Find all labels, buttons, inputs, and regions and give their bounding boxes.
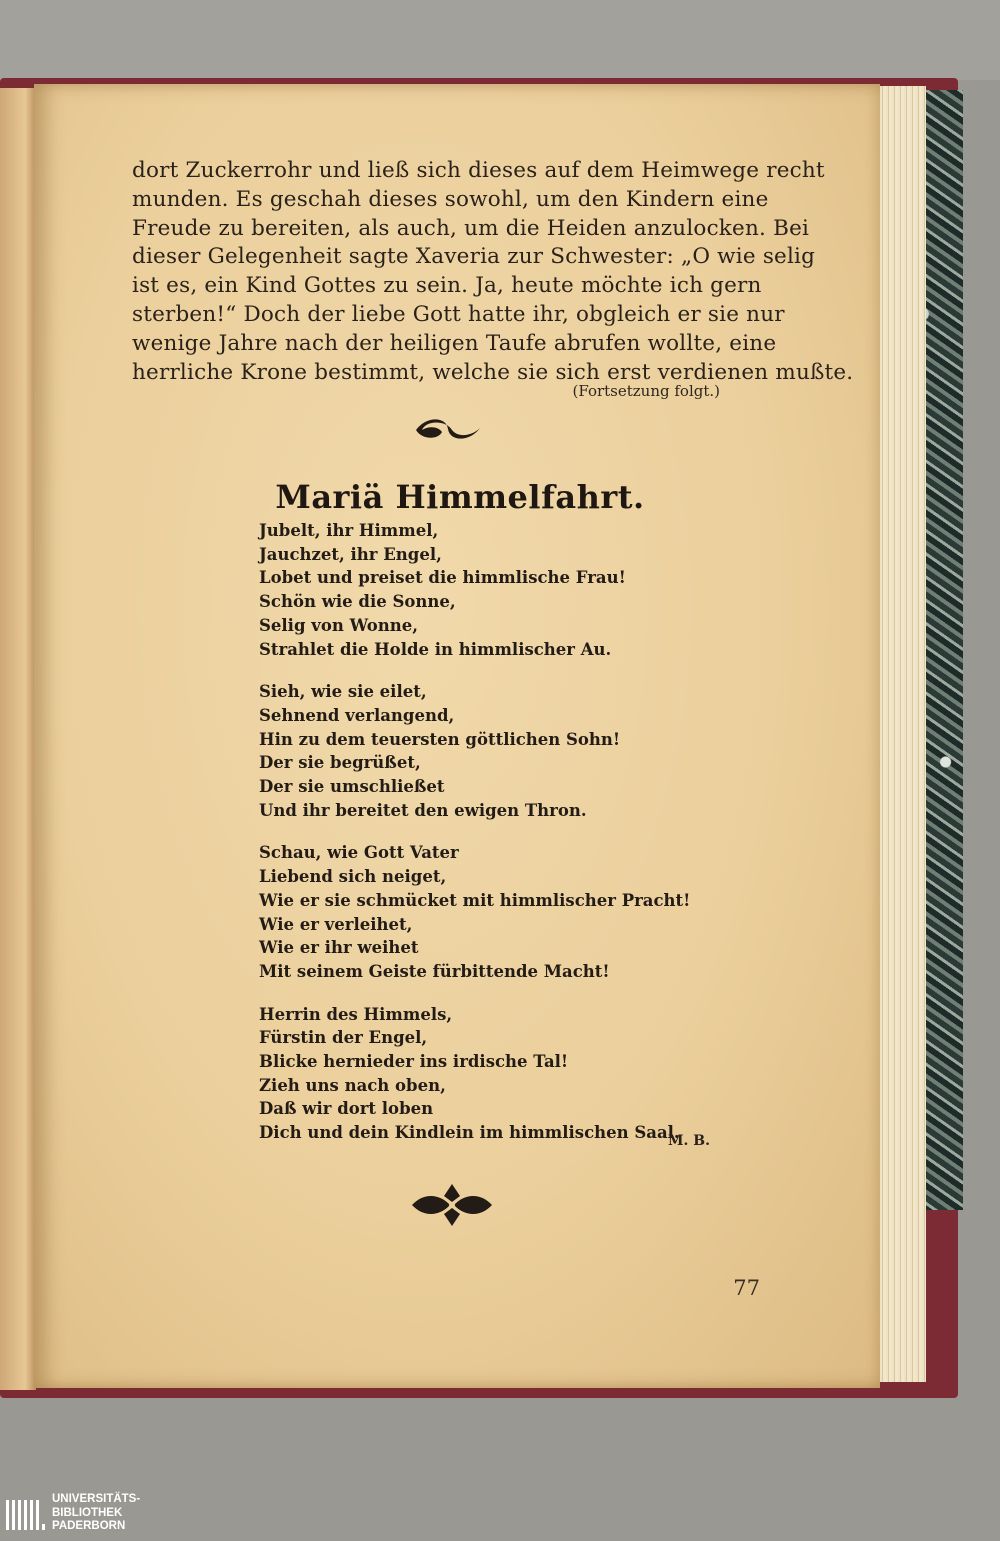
poem-stanza — [259, 519, 679, 661]
library-logo-icon — [6, 1498, 46, 1534]
poem-line: Liebend sich neiget, — [259, 867, 447, 887]
poem-title: Mariä Himmelfahrt. — [275, 478, 645, 516]
poem-line: Mit seinem Geiste fürbittende Macht! — [259, 961, 610, 981]
page-number: 77 — [733, 1276, 760, 1300]
prose-paragraph — [132, 157, 854, 387]
prose-line: munden. Es geschah dieses sowohl, um den Kindern eine — [132, 186, 769, 212]
poem-line: Wie er sie schmücket mit himmlischer Pracht! — [259, 890, 691, 910]
left-page-edge — [0, 88, 36, 1390]
poem-line: Daß wir dort loben — [259, 1099, 434, 1119]
library-name-line: PADERBORN — [52, 1520, 126, 1532]
poem-stanza — [259, 680, 679, 822]
poem-line: Schön wie die Sonne, — [259, 592, 456, 612]
poem-line: Der sie begrüßet, — [259, 753, 421, 773]
poem-line: Sieh, wie sie eilet, — [259, 682, 427, 702]
prose-line: Freude zu bereiten, als auch, um die Heiden anzulocken. Bei — [132, 215, 810, 241]
prose-line: herrliche Krone bestimmt, welche sie sich erst verdienen mußte. — [132, 359, 854, 385]
fleuron-ornament-icon — [410, 1180, 494, 1230]
poem-line: Jubelt, ihr Himmel, — [259, 521, 439, 540]
prose-line: dieser Gelegenheit sagte Xaveria zur Schwester: „O wie selig — [132, 244, 816, 270]
poem-line: Wie er ihr weihet — [259, 938, 419, 958]
poem-line: Und ihr bereitet den ewigen Thron. — [259, 800, 587, 820]
prose-line: sterben!“ Doch der liebe Gott hatte ihr, obgleich er sie nur — [132, 301, 785, 327]
poem-line: Schau, wie Gott Vater — [259, 843, 459, 863]
poem-line: Blicke hernieder ins irdische Tal! — [259, 1052, 569, 1072]
poem-line: Herrin des Himmels, — [259, 1004, 453, 1024]
background — [0, 0, 1000, 80]
poem-line: Zieh uns nach oben, — [259, 1075, 446, 1095]
continued-note: (Fortsetzung folgt.) — [572, 382, 720, 400]
poem-line: Selig von Wonne, — [259, 615, 418, 635]
library-name-line: BIBLIOTHEK — [52, 1506, 123, 1519]
poem-line: Sehnend verlangend, — [259, 705, 455, 725]
poem-line: Strahlet die Holde in himmlischer Au. — [259, 639, 612, 659]
poem-line: Der sie umschließet — [259, 777, 445, 797]
prose-line: dort Zuckerrohr und ließ sich dieses auf dem Heimwege recht — [132, 158, 825, 183]
poem-line: Lobet und preiset die himmlische Frau! — [259, 568, 626, 588]
poem-author: M. B. — [668, 1133, 710, 1149]
library-footer — [0, 1490, 1000, 1541]
poem-line: Dich und dein Kindlein im himmlischen Saal. — [259, 1123, 680, 1143]
poem-stanza — [259, 841, 691, 983]
library-name — [52, 1493, 140, 1534]
poem-line: Fürstin der Engel, — [259, 1028, 428, 1048]
library-name-line: UNIVERSITÄTS- — [52, 1493, 141, 1505]
poem-line: Jauchzet, ihr Engel, — [259, 544, 442, 564]
loop-ornament-icon — [412, 414, 484, 444]
poem-line: Wie er verleihet, — [259, 914, 413, 934]
poem-stanza — [259, 1003, 679, 1145]
poem-line: Hin zu dem teuersten göttlichen Sohn! — [259, 729, 621, 749]
prose-line: wenige Jahre nach der heiligen Taufe abrufen wollte, eine — [132, 330, 777, 356]
prose-line: ist es, ein Kind Gottes zu sein. Ja, heute möchte ich gern — [132, 273, 762, 299]
